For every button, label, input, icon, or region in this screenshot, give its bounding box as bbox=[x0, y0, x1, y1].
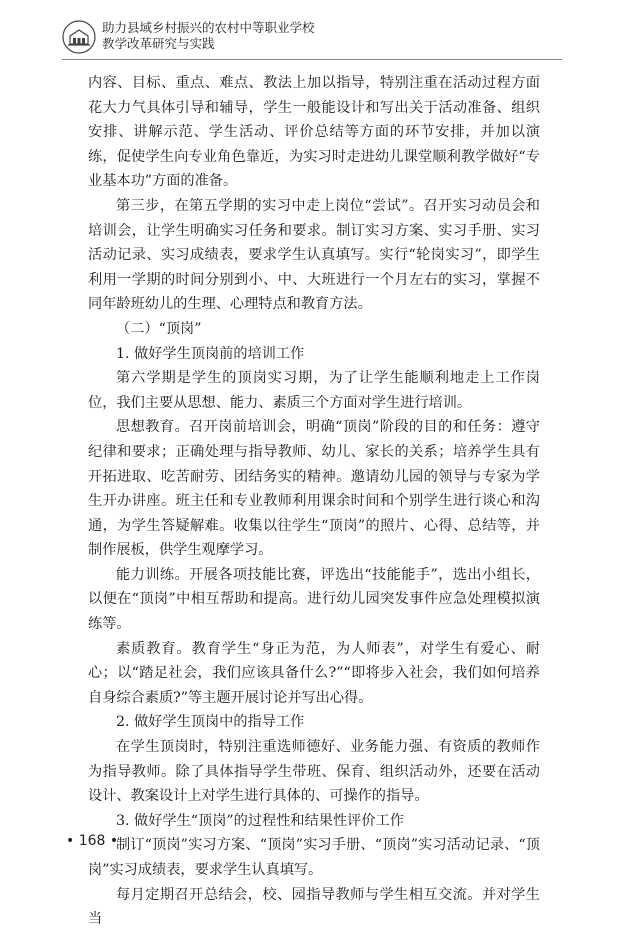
paragraph: 制订“顶岗”实习方案、“顶岗”实习手册、“顶岗”实习活动记录、“顶岗”实习成绩表，要求学生认真填写。 bbox=[88, 837, 540, 878]
paragraph: 在学生顶岗时，特别注重选师德好、业务能力强、有资质的教师作为指导教师。除了具体指导学生带班、保育、组织活动外，还要在活动设计、教案设计上对学生进行具体的、可操作的指导。 bbox=[88, 739, 540, 805]
header-divider bbox=[62, 59, 562, 60]
paragraph: 内容、目标、重点、难点、教法上加以指导，特别注重在活动过程方面花大力气具体引导和辅导，学生一般能设计和写出关于活动准备、组织安排、讲解示范、学生活动、评价总结等方面的环节安排，并加以演练，促使学生向专业角色靠近，为实习时走进幼儿课堂顺利教学做好“专业基本功”方面的准备。 bbox=[88, 75, 540, 190]
paragraph: 能力训练。开展各项技能比赛，评选出“技能能手”，选出小组长，以便在“顶岗”中相互帮助和提高。进行幼儿园突发事件应急处理模拟演练等。 bbox=[88, 566, 540, 633]
page-number: • 168 • bbox=[66, 833, 119, 849]
subsection-heading: 2. 做好学生顶岗中的指导工作 bbox=[116, 714, 305, 731]
book-title-line-1: 助力县域乡村振兴的农村中等职业学校 bbox=[102, 20, 315, 35]
paragraph: 思想教育。召开岗前培训会，明确“顶岗”阶段的目的和任务：遵守纪律和要求；正确处理与指导教师、幼儿、家长的关系；培养学生具有开拓进取、吃苦耐劳、团结务实的精神。邀请幼儿园的领导与专家为学生开办讲座。班主任和专业教师利用课余时间和个别学生进行谈心和沟通，为学生答疑解难。收集以往学生“顶岗”的照片、心得、总结等，并制作展板，供学生观摩学习。 bbox=[88, 419, 540, 559]
book-title bbox=[102, 20, 315, 52]
subsection-heading: 3. 做好学生“顶岗”的过程性和结果性评价工作 bbox=[116, 812, 404, 829]
paragraph: 第三步，在第五学期的实习中走上岗位“尝试”。召开实习动员会和培训会，让学生明确实习任务和要求。制订实习方案、实习手册、实习活动记录、实习成绩表，要求学生认真填写。实行“轮岗实习”，即学生利用一学期的时间分别到小、中、大班进行一个月左右的实习，掌握不同年龄班幼儿的生理、心理特点和教育方法。 bbox=[88, 197, 540, 313]
section-heading: （二）“顶岗” bbox=[116, 320, 202, 337]
school-building-icon bbox=[62, 20, 96, 54]
book-title-line-2: 教学改革研究与实践 bbox=[102, 36, 215, 51]
paragraph: 素质教育。教育学生“身正为范，为人师表”，对学生有爱心、耐心；以“踏足社会，我们应该具备什么?”“即将步入社会，我们如何培养自身综合素质?”等主题开展讨论并写出心得。 bbox=[88, 640, 540, 706]
paragraph: 第六学期是学生的顶岗实习期，为了让学生能顺利地走上工作岗位，我们主要从思想、能力、素质三个方面对学生进行培训。 bbox=[88, 370, 540, 411]
page-body bbox=[88, 71, 540, 932]
page-header bbox=[62, 18, 562, 62]
subsection-heading: 1. 做好学生顶岗前的培训工作 bbox=[116, 345, 305, 362]
paragraph: 每月定期召开总结会，校、园指导教师与学生相互交流。并对学生当 bbox=[88, 886, 540, 928]
